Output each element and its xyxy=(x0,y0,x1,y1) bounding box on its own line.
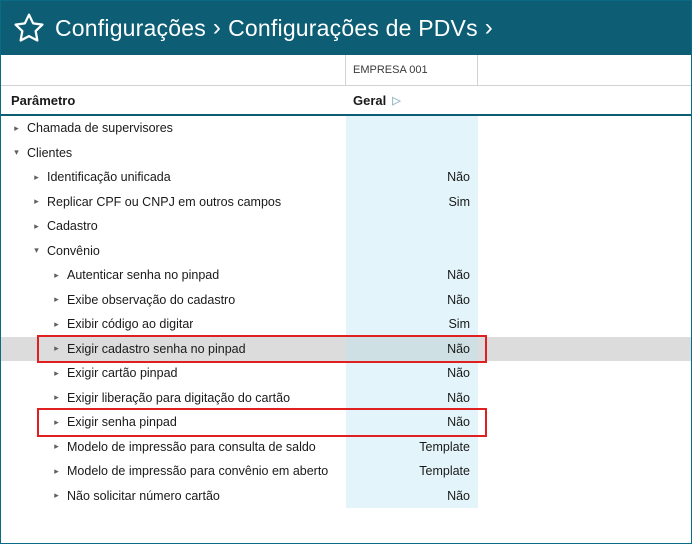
twisty-collapsed-icon[interactable]: ▸ xyxy=(14,122,19,133)
parameter-label: Identificação unificada xyxy=(47,170,171,185)
parameter-label: Convênio xyxy=(47,243,100,258)
twisty-expanded-icon[interactable]: ▾ xyxy=(14,147,19,158)
parameter-value-cell[interactable]: Não xyxy=(346,484,478,509)
parameter-label: Clientes xyxy=(27,145,73,160)
parameter-cell[interactable] xyxy=(1,484,346,509)
parameter-cell[interactable] xyxy=(1,459,346,484)
twisty-collapsed-icon[interactable]: ▸ xyxy=(54,318,59,329)
parameter-cell[interactable] xyxy=(1,337,346,362)
parameter-cell[interactable] xyxy=(1,361,346,386)
row-spacer xyxy=(478,141,691,166)
parameter-value-cell[interactable]: Template xyxy=(346,435,478,460)
row-spacer xyxy=(478,337,691,362)
row-spacer xyxy=(478,116,691,141)
parameter-label: Replicar CPF ou CNPJ em outros campos xyxy=(47,194,282,209)
chevron-right-icon: › xyxy=(212,14,222,41)
table-row[interactable] xyxy=(1,459,691,484)
column-header-geral-label: Geral xyxy=(353,92,387,108)
twisty-collapsed-icon[interactable]: ▸ xyxy=(54,367,59,378)
table-row[interactable] xyxy=(1,484,691,509)
row-spacer xyxy=(478,165,691,190)
twisty-collapsed-icon[interactable]: ▸ xyxy=(54,269,59,280)
parameter-cell[interactable] xyxy=(1,239,346,264)
twisty-expanded-icon[interactable]: ▾ xyxy=(34,245,39,256)
row-spacer xyxy=(478,263,691,288)
parameter-value-cell[interactable]: Não xyxy=(346,410,478,435)
table-row[interactable] xyxy=(1,361,691,386)
table-row[interactable] xyxy=(1,288,691,313)
parameter-label: Modelo de impressão para convênio em aberto xyxy=(67,464,329,479)
column-header-parametro[interactable]: Parâmetro xyxy=(11,92,76,108)
breadcrumb-item-configuracoes[interactable]: Configurações xyxy=(55,14,206,41)
table-row[interactable] xyxy=(1,312,691,337)
parameter-value-cell[interactable]: Não xyxy=(346,337,478,362)
row-spacer xyxy=(478,386,691,411)
parameter-value-cell[interactable]: Template xyxy=(346,459,478,484)
parameter-label: Exigir cartão pinpad xyxy=(67,366,178,381)
parameter-value-cell[interactable]: Não xyxy=(346,386,478,411)
row-spacer xyxy=(478,239,691,264)
parameter-value-cell[interactable] xyxy=(346,141,478,166)
parameter-value-cell[interactable]: Não xyxy=(346,263,478,288)
table-row[interactable] xyxy=(1,410,691,435)
parameter-label: Chamada de supervisores xyxy=(27,121,173,136)
parameters-grid[interactable] xyxy=(1,116,691,529)
parameter-label: Modelo de impressão para consulta de saldo xyxy=(67,439,316,454)
parameter-label: Exigir cadastro senha no pinpad xyxy=(67,341,246,356)
parameter-value-cell[interactable]: Não xyxy=(346,361,478,386)
company-bar-left-spacer xyxy=(1,55,346,85)
breadcrumb xyxy=(55,15,500,42)
table-row[interactable] xyxy=(1,435,691,460)
parameter-value-cell[interactable]: Sim xyxy=(346,312,478,337)
parameter-label: Exigir senha pinpad xyxy=(67,415,177,430)
parameter-value-cell[interactable] xyxy=(346,214,478,239)
table-row[interactable] xyxy=(1,263,691,288)
parameter-cell[interactable] xyxy=(1,214,346,239)
table-row[interactable] xyxy=(1,190,691,215)
row-spacer xyxy=(478,312,691,337)
parameter-label: Não solicitar número cartão xyxy=(67,488,220,503)
star-icon[interactable] xyxy=(9,8,49,48)
parameter-label: Exibir código ao digitar xyxy=(67,317,194,332)
column-header-spacer xyxy=(478,86,691,114)
company-bar-right-spacer xyxy=(478,55,691,85)
twisty-collapsed-icon[interactable]: ▸ xyxy=(54,490,59,501)
table-row[interactable] xyxy=(1,165,691,190)
parameter-label: Exigir liberação para digitação do cartão xyxy=(67,390,291,405)
row-spacer xyxy=(478,214,691,239)
sort-caret-icon: ▷ xyxy=(392,94,401,107)
parameter-cell[interactable] xyxy=(1,263,346,288)
app-header xyxy=(1,1,691,55)
parameter-value-cell[interactable]: Sim xyxy=(346,190,478,215)
table-row[interactable] xyxy=(1,116,691,141)
row-spacer xyxy=(478,410,691,435)
row-spacer xyxy=(478,190,691,215)
company-name-cell: EMPRESA 001 xyxy=(346,55,478,85)
parameter-cell[interactable] xyxy=(1,141,346,166)
column-header-geral[interactable] xyxy=(346,86,478,114)
twisty-collapsed-icon[interactable]: ▸ xyxy=(34,171,39,182)
row-spacer xyxy=(478,288,691,313)
row-spacer xyxy=(478,361,691,386)
parameter-label: Cadastro xyxy=(47,219,98,234)
parameter-label: Exibe observação do cadastro xyxy=(67,292,236,307)
twisty-collapsed-icon[interactable]: ▸ xyxy=(54,392,59,403)
parameter-cell[interactable] xyxy=(1,288,346,313)
company-bar xyxy=(1,55,691,86)
twisty-collapsed-icon[interactable]: ▸ xyxy=(54,294,59,305)
twisty-collapsed-icon[interactable]: ▸ xyxy=(54,441,59,452)
window-footer xyxy=(1,529,691,543)
parameter-cell[interactable] xyxy=(1,410,346,435)
grid-column-header xyxy=(1,86,691,116)
chevron-right-trailing-icon: › xyxy=(484,14,493,41)
breadcrumb-item-configuracoes-pdvs[interactable]: Configurações de PDVs xyxy=(228,14,478,41)
parameter-label: Autenticar senha no pinpad xyxy=(67,268,220,283)
row-spacer xyxy=(478,435,691,460)
twisty-collapsed-icon[interactable]: ▸ xyxy=(34,196,39,207)
parameter-value-cell[interactable]: Não xyxy=(346,165,478,190)
parameter-cell[interactable] xyxy=(1,165,346,190)
table-row[interactable] xyxy=(1,239,691,264)
twisty-collapsed-icon[interactable]: ▸ xyxy=(54,465,59,476)
parameter-cell[interactable] xyxy=(1,435,346,460)
parameter-cell[interactable] xyxy=(1,190,346,215)
parameter-value-cell[interactable] xyxy=(346,239,478,264)
table-row[interactable] xyxy=(1,386,691,411)
table-row[interactable] xyxy=(1,337,691,362)
parameter-cell[interactable] xyxy=(1,116,346,141)
twisty-collapsed-icon[interactable]: ▸ xyxy=(54,416,59,427)
table-row[interactable] xyxy=(1,141,691,166)
parameter-cell[interactable] xyxy=(1,312,346,337)
parameter-value-cell[interactable] xyxy=(346,116,478,141)
row-spacer xyxy=(478,484,691,509)
parameter-cell[interactable] xyxy=(1,386,346,411)
table-row[interactable] xyxy=(1,214,691,239)
twisty-collapsed-icon[interactable]: ▸ xyxy=(34,220,39,231)
parameter-value-cell[interactable]: Não xyxy=(346,288,478,313)
row-spacer xyxy=(478,459,691,484)
twisty-collapsed-icon[interactable]: ▸ xyxy=(54,343,59,354)
